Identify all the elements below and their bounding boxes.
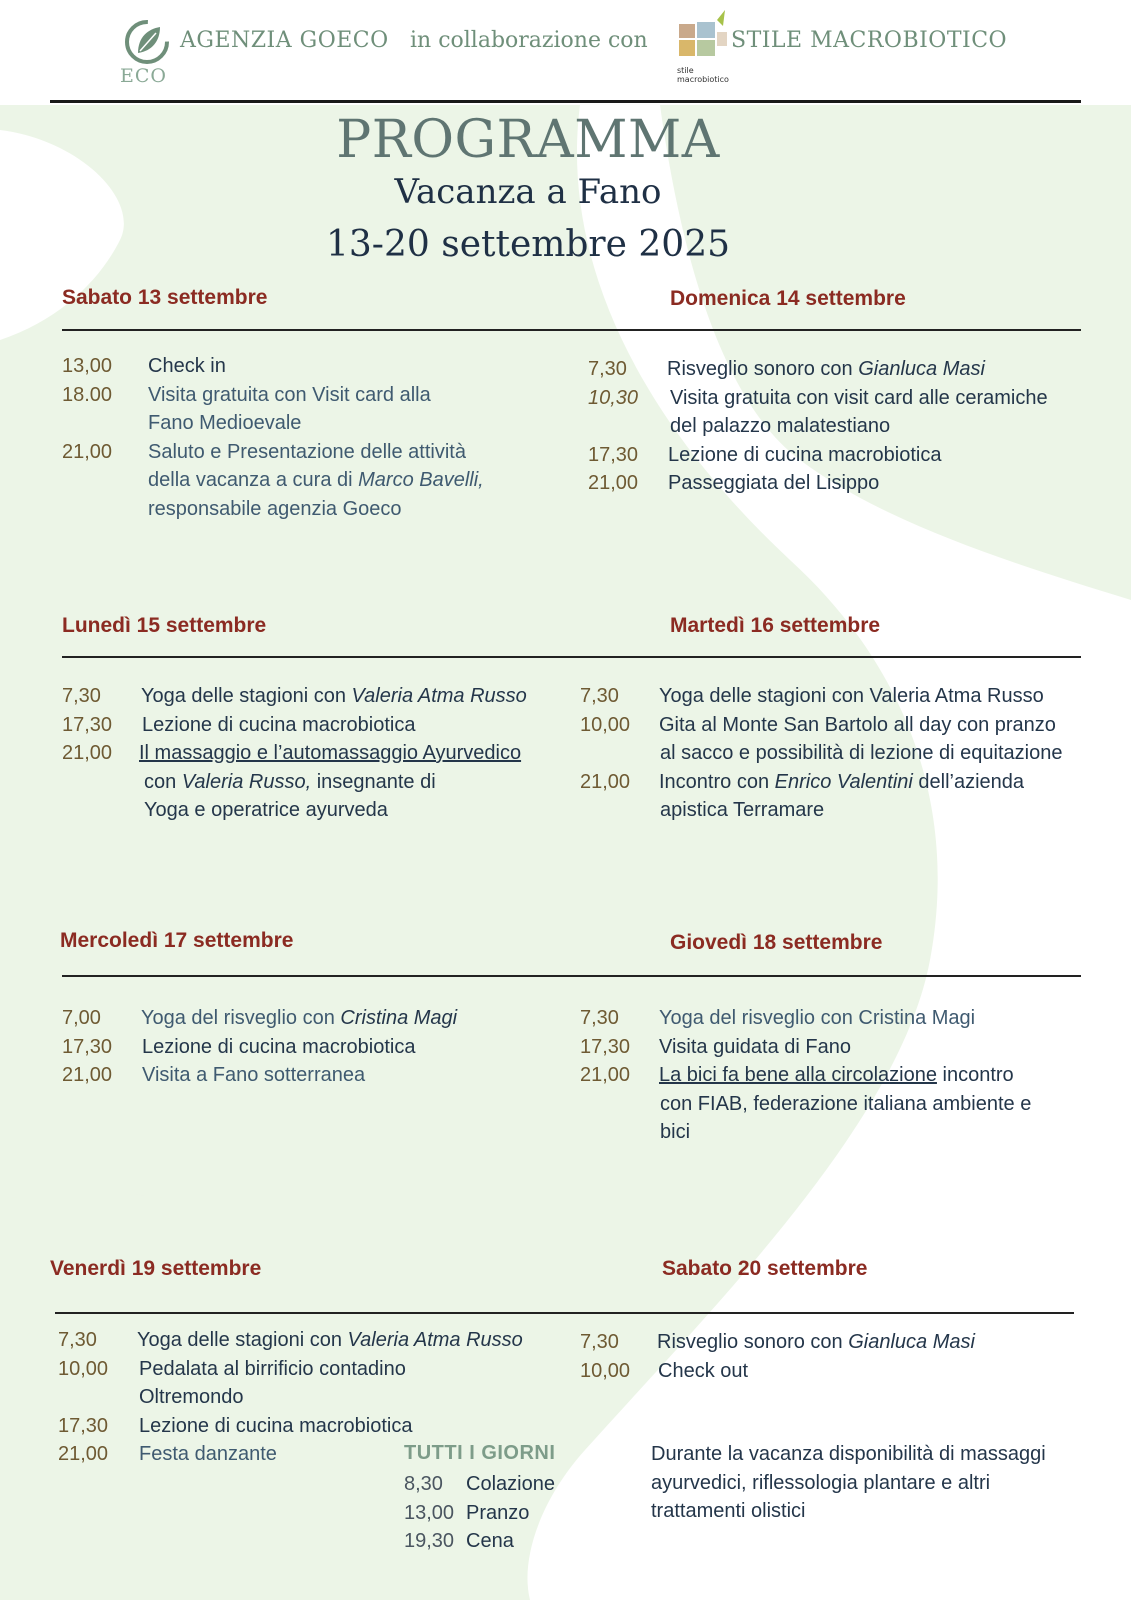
day-heading-sun14: Domenica 14 settembre	[670, 287, 906, 310]
section-divider	[55, 1312, 1074, 1314]
collaboration-text: in collaborazione con	[410, 28, 648, 53]
day-heading-fri19: Venerdì 19 settembre	[50, 1257, 262, 1280]
daily-schedule: 8,30 Colazione 13,00 Pranzo 19,30 Cena	[404, 1473, 555, 1552]
schedule-fri19: 7,30 Yoga delle stagioni con Valeria Atma Russo 10,00 Pedalata al birrificio contadino Oltremondo 17,30 Lezione di cucina macrobiotica 21,00 Festa danzante	[58, 1329, 523, 1465]
page-subtitle: Vacanza a Fano	[394, 172, 662, 212]
section-divider	[62, 975, 1081, 977]
schedule-thu18: 7,30 Yoga del risveglio con Cristina Magi 17,30 Visita guidata di Fano 21,00 La bici fa bene alla circolazione incontro con FIAB, federazione italiana ambiente e bici	[580, 1007, 1032, 1143]
massage-note: Durante la vacanza disponibilità di massaggi ayurvedici, riflessologia plantare e altri trattamenti olistici	[651, 1443, 1046, 1522]
section-divider	[62, 656, 1081, 658]
page-dates: 13-20 settembre 2025	[326, 224, 730, 265]
massage-workshop-link[interactable]: Il massaggio e l’automassaggio Ayurvedico	[139, 742, 522, 764]
day-heading-tue16: Martedì 16 settembre	[670, 614, 881, 637]
schedule-wed17: 7,00 Yoga del risveglio con Cristina Magi 17,30 Lezione di cucina macrobiotica 21,00 Visita a Fano sotterranea	[62, 1007, 458, 1086]
day-heading-wed17: Mercoledì 17 settembre	[60, 929, 294, 952]
stile-macrobiotico-logo-icon	[677, 10, 733, 66]
header-divider	[50, 100, 1081, 103]
schedule-tue16: 7,30 Yoga delle stagioni con Valeria Atma Russo 10,00 Gita al Monte San Bartolo all day con pranzo al sacco e possibilità di lezione di equitazione 21,00 Incontro con Enrico Valentini dell’azienda apistica Terramare	[580, 685, 1063, 821]
bike-talk-link[interactable]: La bici fa bene alla circolazione	[659, 1064, 937, 1086]
schedule-sat13: 13,00 Check in 18.00 Visita gratuita con Visit card alla Fano Medioevale 21,00 Saluto e Presentazione delle attività della vacanza a cura di Marco Bavelli, responsabile agenzia Goeco	[62, 355, 484, 520]
daily-schedule-heading: TUTTI I GIORNI	[404, 1442, 556, 1464]
partner-name: STILE MACROBIOTICO	[731, 28, 1008, 53]
schedule-mon15: 7,30 Yoga delle stagioni con Valeria Atma Russo 17,30 Lezione di cucina macrobiotica 21,00 Il massaggio e l’automassaggio Ayurvedico con Valeria Russo, insegnante di Yoga e operatrice ayurveda	[62, 685, 527, 821]
agency-sub: ECO	[120, 65, 167, 87]
day-heading-sat20: Sabato 20 settembre	[662, 1257, 868, 1280]
goeco-leaf-logo-icon	[122, 15, 172, 70]
partner-small-logo-text: stile macrobiotico	[677, 66, 729, 84]
section-divider	[62, 329, 1081, 331]
schedule-sat20: 7,30 Risveglio sonoro con Gianluca Masi 10,00 Check out	[580, 1331, 975, 1382]
day-heading-thu18: Giovedì 18 settembre	[670, 931, 883, 954]
day-heading-mon15: Lunedì 15 settembre	[62, 614, 267, 637]
day-heading-sat13: Sabato 13 settembre	[62, 286, 268, 309]
page-title: PROGRAMMA	[336, 110, 720, 170]
schedule-sun14: 7,30 Risveglio sonoro con Gianluca Masi 10,30 Visita gratuita con visit card alle ceramiche del palazzo malatestiano 17,30 Lezione di cucina macrobiotica 21,00 Passeggiata del Lisippo	[588, 358, 1048, 494]
agency-name: AGENZIA GOECO	[180, 28, 389, 53]
